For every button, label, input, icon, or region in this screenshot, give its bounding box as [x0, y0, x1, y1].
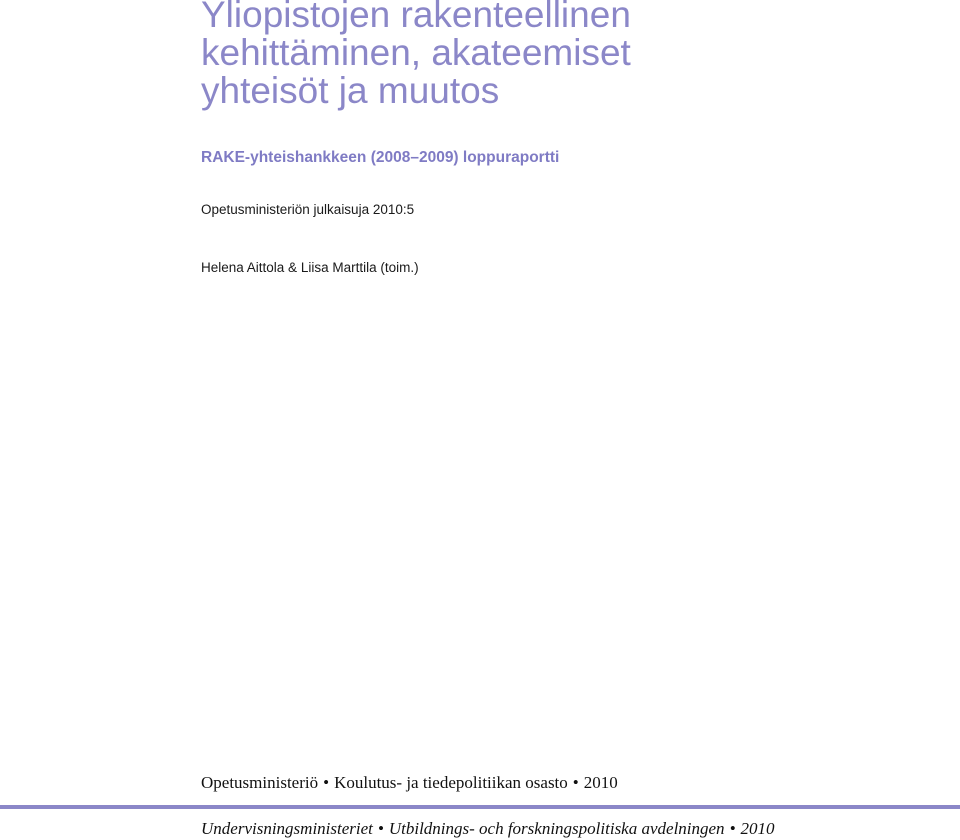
- department-name-sv: Utbildnings- och forskningspolitiska avdelningen: [388, 819, 725, 838]
- title-line: kehittäminen, akateemiset: [201, 32, 631, 73]
- ministry-name-fi: Opetusministeriö: [201, 773, 319, 792]
- bullet-separator: •: [729, 819, 736, 838]
- accent-divider: [0, 805, 960, 809]
- publisher-line-swedish: [201, 818, 775, 840]
- document-title: [201, 0, 901, 110]
- year-sv: 2010: [740, 819, 775, 838]
- title-line: yhteisöt ja muutos: [201, 70, 500, 111]
- title-line: Yliopistojen rakenteellinen: [201, 0, 631, 35]
- publication-series: Opetusministeriön julkaisuja 2010:5: [201, 202, 415, 217]
- year-fi: 2010: [583, 773, 618, 792]
- bullet-separator: •: [323, 773, 330, 792]
- bullet-separator: •: [572, 773, 579, 792]
- bullet-separator: •: [377, 819, 384, 838]
- editors: Helena Aittola & Liisa Marttila (toim.): [201, 260, 419, 275]
- publisher-line-finnish: [201, 772, 618, 794]
- department-name-fi: Koulutus- ja tiedepolitiikan osasto: [334, 773, 568, 792]
- ministry-name-sv: Undervisningsministeriet: [201, 819, 373, 838]
- document-subtitle: RAKE-yhteishankkeen (2008–2009) loppuraportti: [201, 149, 560, 166]
